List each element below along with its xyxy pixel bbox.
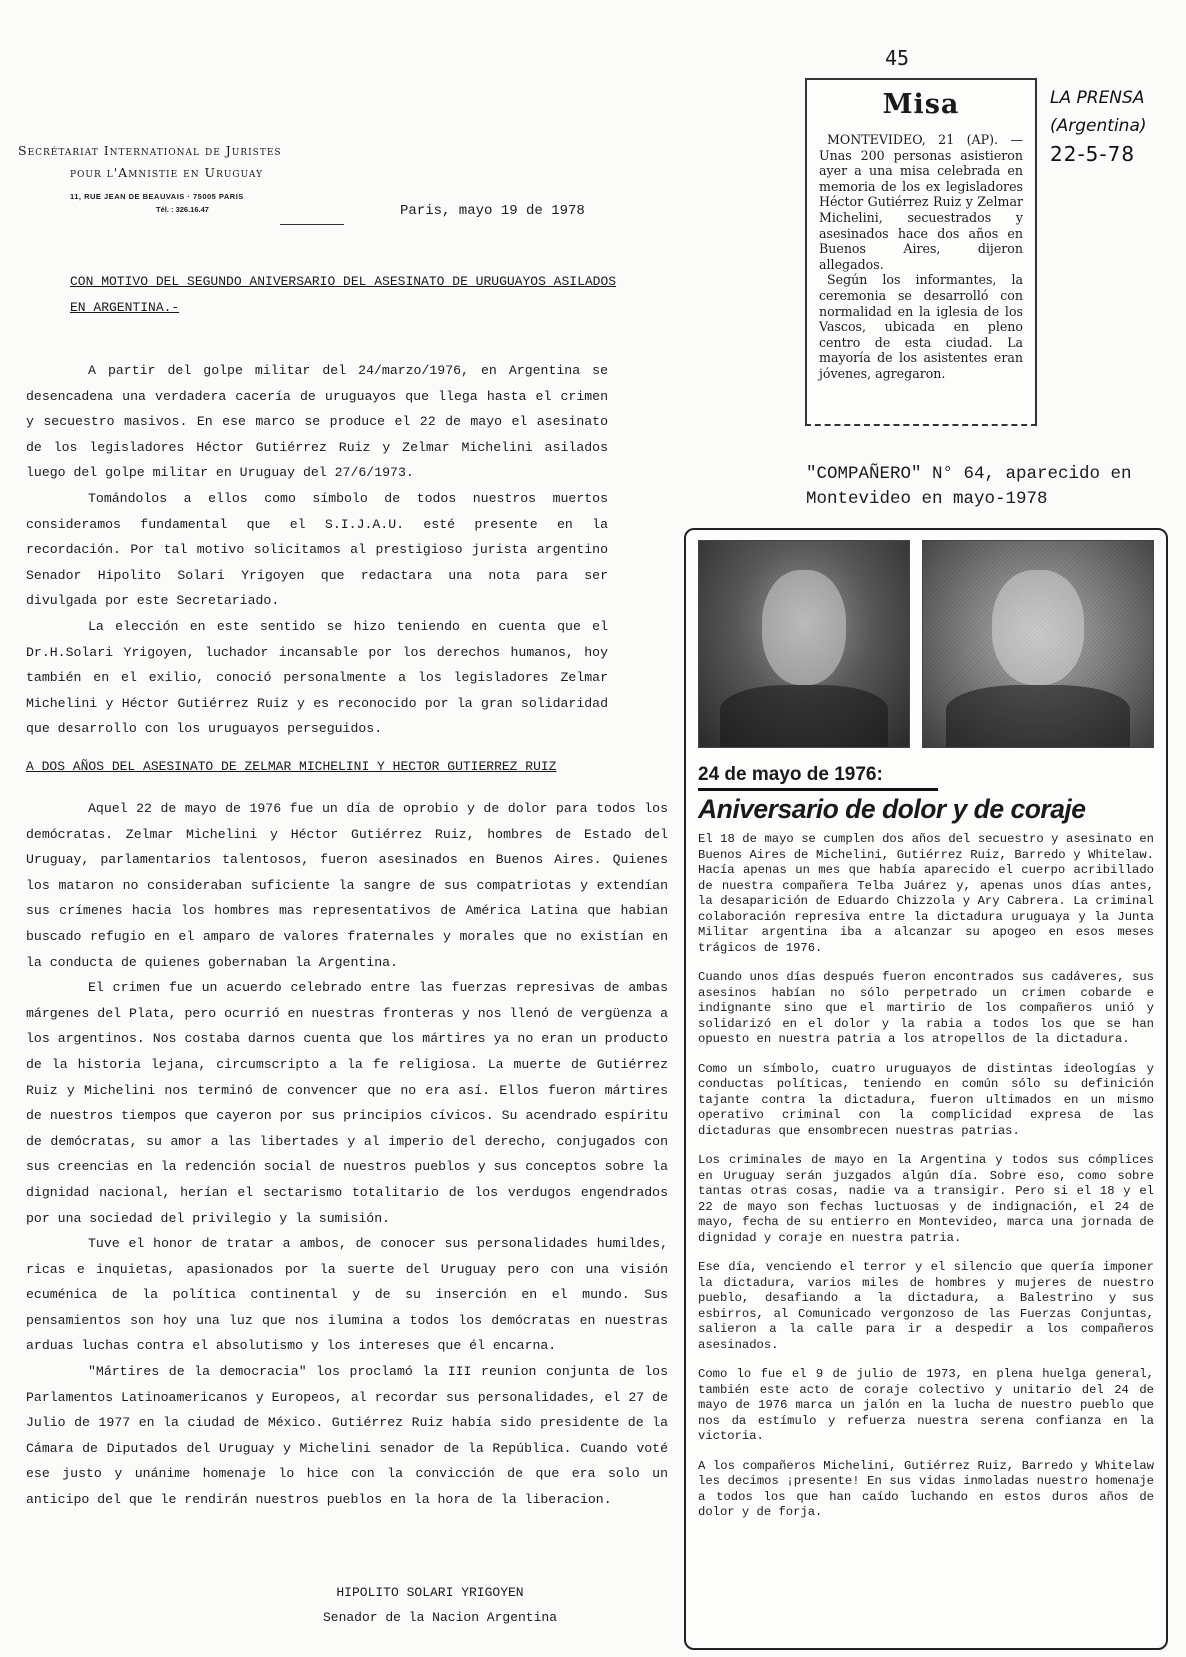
clipping-paragraph: Los criminales de mayo en la Argentina y todos sus cómplices en Uruguay serán juzgados algún día. Sobre eso, como sobre tantas otras cosas, nadie va a transigir. Pero si el 18 y el 22 de mayo son fechas luctuosas y de indignación, el 24 de mayo, fecha de su entierro en Montevideo, marca una jornada de dignidad y coraje en nuestra patria.	[698, 1153, 1154, 1245]
clipping-paragraph: El 18 de mayo se cumplen dos años del secuestro y asesinato en Buenos Aires de Michelini, Gutiérrez Ruiz, Barredo y Whitelaw. Hacía apenas un mes que había aparecido el cuerpo acribillado de nuestra compañera Telba Juárez y, apenas unos días antes, la desaparición de Eduardo Chizzola y Ary Cabrera. La criminal colaboración represiva entre la dictadura uruguaya y la Junta Militar argentina iba a alcanzar su apogeo en esos meses trágicos de 1976.	[698, 832, 1154, 955]
article-paragraph: Tuve el honor de tratar a ambos, de conocer sus personalidades humildes, ricas e inquietas, apasionados por la suerte del Uruguay pero con una visión ecuménica de la política continental y de su inserción en el mundo. Sus pensamientos son hoy una luz que nos ilumina a todos los demócratas en nuestras arduas luchas contra el absolutismo y los intereses que él encarna.	[26, 1236, 668, 1354]
letterhead-line-2: pour l'Amnistie en Uruguay	[70, 165, 264, 180]
letterhead	[18, 140, 388, 225]
handwritten-source-note	[1050, 84, 1180, 168]
intro-paragraph: Tomándolos a ellos como símbolo de todos nuestros muertos consideramos fundamental que el S.I.J.A.U. esté presente en la recordación. Por tal motivo solicitamos al prestigioso jurista argentino Senador Hipolito Solari Yrigoyen que redactara una nota para ser divulgada por este Secretariado.	[26, 490, 608, 609]
misa-title: Misa	[882, 89, 960, 120]
clipping-paragraph: Cuando unos días después fueron encontrados sus cadáveres, sus asesinos habían no sólo perpetrado un crimen cobarde e indignante sino que el martirio de los compañeros unió y solidarizó en el dolor y la rabia a todos los que se han opuesto en nuestra patria a los atropellos de la dictadura.	[698, 970, 1154, 1046]
companero-caption: "COMPAÑERO" N° 64, aparecido en Montevideo en mayo-1978	[806, 464, 1132, 509]
article-text	[26, 796, 668, 1513]
misa-paragraph: Según los informantes, la ceremonia se desarrolló con normalidad en la iglesia de los Vascos, ubicada en pleno centro de esta ciudad. La mayoría de los asistentes eran jóvenes, agregaron.	[819, 272, 1023, 381]
source-note-publication: LA PRENSA	[1050, 88, 1145, 108]
portrait-photo-right	[922, 540, 1154, 748]
intro-paragraph: La elección en este sentido se hizo teniendo en cuenta que el Dr.H.Solari Yrigoyen, luchador incansable por los derechos humanos, hoy también en el exilio, conoció personalmente a los legisladores Zelmar Michelini y Héctor Gutiérrez Ruiz y es reconocido por la gran solidaridad que desarrollo con los uruguayos perseguidos.	[26, 618, 608, 737]
misa-paragraph: MONTEVIDEO, 21 (AP). — Unas 200 personas asistieron ayer a una misa celebrada en memoria de los ex legisladores Héctor Gutiérrez Ruiz y Zelmar Michelini, secuestrados y asesinados hace dos años en Buenos Aires, dijeron allegados.	[819, 132, 1023, 272]
signature-block	[260, 1581, 600, 1631]
source-note-date: 22-5-78	[1050, 142, 1136, 166]
portrait-face-shape	[992, 570, 1084, 685]
clipping-body	[698, 832, 1154, 1535]
letterhead-divider	[280, 224, 344, 225]
article-heading: A DOS AÑOS DEL ASESINATO DE ZELMAR MICHELINI Y HECTOR GUTIERREZ RUIZ	[26, 759, 557, 774]
misa-newspaper-clipping	[805, 78, 1037, 426]
portrait-body-shape	[946, 685, 1130, 747]
letterhead-address: 11, RUE JEAN DE BEAUVAIS · 75005 PARIS	[70, 192, 244, 201]
clipping-paragraph: Como lo fue el 9 de julio de 1973, en plena huelga general, también este acto de coraje colectivo y unitario del 24 de mayo de 1976 marca un jalón en la lucha de nuestro pueblo que nos da estímulo y refuerza nuestra serena confianza en la victoria.	[698, 1367, 1154, 1443]
clipping-date-heading: 24 de mayo de 1976:	[698, 762, 938, 791]
signature-role: Senador de la Nacion Argentina	[322, 1610, 558, 1625]
letterhead-line-1: Secrétariat International de Juristes	[18, 143, 282, 158]
source-note-country: (Argentina)	[1050, 116, 1147, 136]
intro-heading: CON MOTIVO DEL SEGUNDO ANIVERSARIO DEL ASESINATO DE URUGUAYOS ASILADOS EN ARGENTINA.-	[70, 274, 617, 315]
clipping-paragraph: Ese día, venciendo el terror y el silencio que quería imponer la dictadura, varios miles de hombres y mujeres de nuestro pueblo, desafiando a la dictadura, a Balestrino y sus esbirros, al Comunicado vergonzoso de las Fuerzas Conjuntas, salieron a la calle para ir a despedir a los compañeros asesinados.	[698, 1260, 1154, 1352]
companero-newspaper-clipping	[684, 528, 1168, 1650]
intro-paragraph: A partir del golpe militar del 24/marzo/1976, en Argentina se desencadena una verdadera cacería de uruguayos que llega hasta el crimen y secuestro masivos. En ese marco se produce el 22 de mayo el asesinato de los legisladores Héctor Gutiérrez Ruiz y Zelmar Michelini asilados luego del golpe militar en Uruguay del 27/6/1973.	[26, 363, 608, 481]
portrait-photo-left	[698, 540, 910, 748]
clipping-headline: Aniversario de dolor y de coraje	[698, 794, 1086, 824]
clipping-paragraph: Como un símbolo, cuatro uruguayos de distintas ideologías y conductas políticas, teniendo en común sólo su definición tajante contra la dictadura, fueron ultimados en un mismo operativo criminal con la complicidad expresa de las dictaduras que ensombrecen nuestras patrias.	[698, 1061, 1154, 1138]
letterhead-phone: Tél. : 326.16.47	[156, 205, 209, 214]
portrait-body-shape	[720, 685, 888, 747]
article-paragraph: Aquel 22 de mayo de 1976 fue un día de oprobio y de dolor para todos los demócratas. Zelmar Michelini y Héctor Gutiérrez Ruiz, hombres de Estado del Uruguay, parlamentarios talentosos, fueron asesinados en Buenos Aires. Quienes los mataron no consideraban suficiente la sangre de sus compatriotas y extendían sus crímenes hacia los hombres mas representativos de América Latina que habian buscado refugio en el amparo de valores fraternales y morales que no existían en la conducta de quienes gobernaban la Argentina.	[26, 801, 668, 970]
letter-date: Paris, mayo 19 de 1978	[400, 203, 585, 219]
article-paragraph: El crimen fue un acuerdo celebrado entre las fuerzas represivas de ambas márgenes del Plata, pero ocurrió en nuestras fronteras y nos llenó de vergüenza a los argentinos. Nos costaba darnos cuenta que los mártires ya no eran un producto de la historia lejana, circumscripto a la fe religiosa. La muerte de Gutiérrez Ruiz y Michelini nos terminó de convencer que no era así. Ellos fueron mártires de nuestros tiempos que cayeron por sus principios cívicos. Su acendrado espíritu de demócratas, su amor a las libertades y al imperio del derecho, conjugados con sus creencias en la redención social de nuestros pueblos y sus conceptos sobre la dignidad nacional, herían el sectarismo totalitario de los verdugos engendrados por una sociedad del privilegio y la sumisión.	[26, 980, 668, 1226]
article-paragraph: "Mártires de la democracia" los proclamó la III reunion conjunta de los Parlamentos Latinoamericanos y Europeos, al recordar sus personalidades, el 27 de Julio de 1977 en la ciudad de México. Gutiérrez Ruiz había sido presidente de la Cámara de Diputados del Uruguay y Michelini senador de la República. Cuando voté ese justo y unánime homenaje lo hice con la convicción de que era solo un anticipo del que le rendirán nuestros pueblos en la hora de la liberacion.	[26, 1364, 668, 1508]
clipping-paragraph: A los compañeros Michelini, Gutiérrez Ruiz, Barredo y Whitelaw les decimos ¡presente! En sus vidas inmoladas nuestro homenaje a todos los que han caído luchando en estos duros años de dolor y de forja.	[698, 1458, 1154, 1519]
intro-text	[26, 358, 608, 742]
page-number: 45	[885, 46, 910, 70]
misa-text	[819, 132, 1023, 382]
signature-name: HIPOLITO SOLARI YRIGOYEN	[336, 1585, 524, 1600]
portrait-face-shape	[762, 570, 846, 685]
